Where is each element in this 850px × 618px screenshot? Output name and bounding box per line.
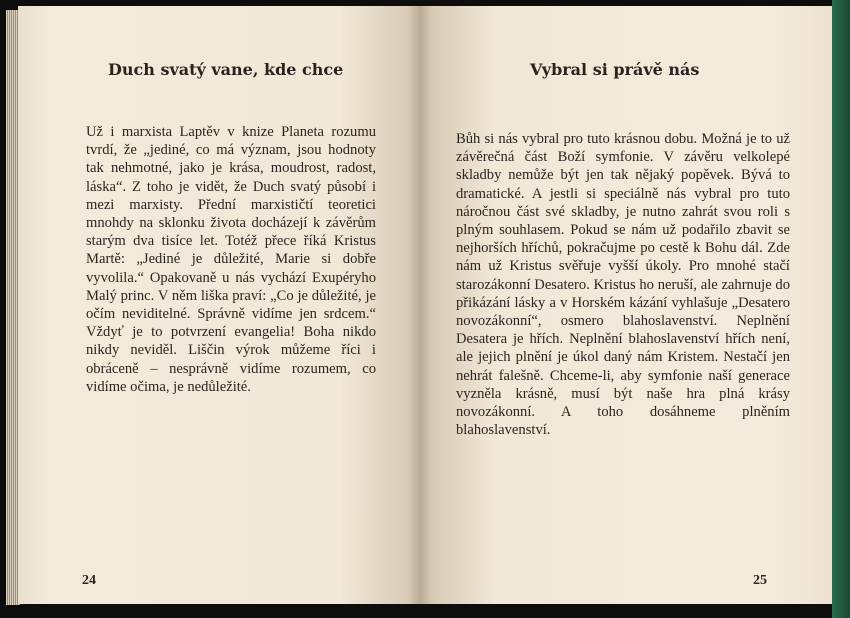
book-cover-edge	[832, 0, 850, 618]
right-page	[420, 6, 832, 604]
left-page	[18, 6, 420, 604]
left-page-number: 24	[82, 573, 96, 588]
left-page-title: Duch svatý vane, kde chce	[108, 60, 344, 79]
right-page-title: Vybral si právě nás	[530, 60, 700, 79]
right-page-number: 25	[753, 573, 767, 588]
right-page-body: Bůh si nás vybral pro tuto krásnou dobu. Možná je to už závěrečná část Boží symfonie. V závěru velkolepé skladby nemůže být jen tak nějaký popěvek. Bývá to dramatické. A jestli si speciálně nás vybral pro tuto náročnou část své skladby, je nutno zahrát svou roli s plným souhlasem. Pokud se nám už podařilo zbavit se nejhorších hříchů, pokračujme po cestě k Bohu dál. Zde nám už Kristus svěřuje vyšší úkoly. Pro mnohé stačí starozákonní Desatero. Kristus ho neruší, ale zahrnuje do přikázání lásky a v Horském kázání vyhlašuje „Desatero novozákonní“, osmero blahoslavenství. Neplnění Desatera je hřích. Neplnění blahoslavenství hřích není, ale jejich plnění je úkol daný nám Kristem. Nestačí jen nehrát falešně. Chceme-li, aby symfonie naší generace vyzněla krásně, musí být naše hra plná krásy novozákonní. A toho dosáhneme plněním blahoslavenství.	[456, 131, 790, 439]
left-page-body: Už i marxista Laptěv v knize Planeta rozumu tvrdí, že „jediné, co má význam, jsou hodnoty tak nehmotné, jako je krása, moudrost, radost, láska“. Z toho je vidět, že Duch svatý působí i mezi marxisty. Přední marxističtí teoretici mnohdy na sklonku života docházejí k závěrům starým dva tisíce let. Totéž přece říká Kristus Martě: „Jediné je důležité, Marie si dobře vyvolila.“ Opakovaně u nás vychází Exupéryho Malý princ. V něm liška praví: „Co je důležité, je očím neviditelné. Správně vidíme jen srdcem.“ Vždyť je to potvrzení evangelia! Boha nikdo nikdy neviděl. Liščin výrok můžeme říci i obráceně – nesprávně vidíme rozumem, co vidíme očima, je nedůležité.	[86, 124, 376, 395]
